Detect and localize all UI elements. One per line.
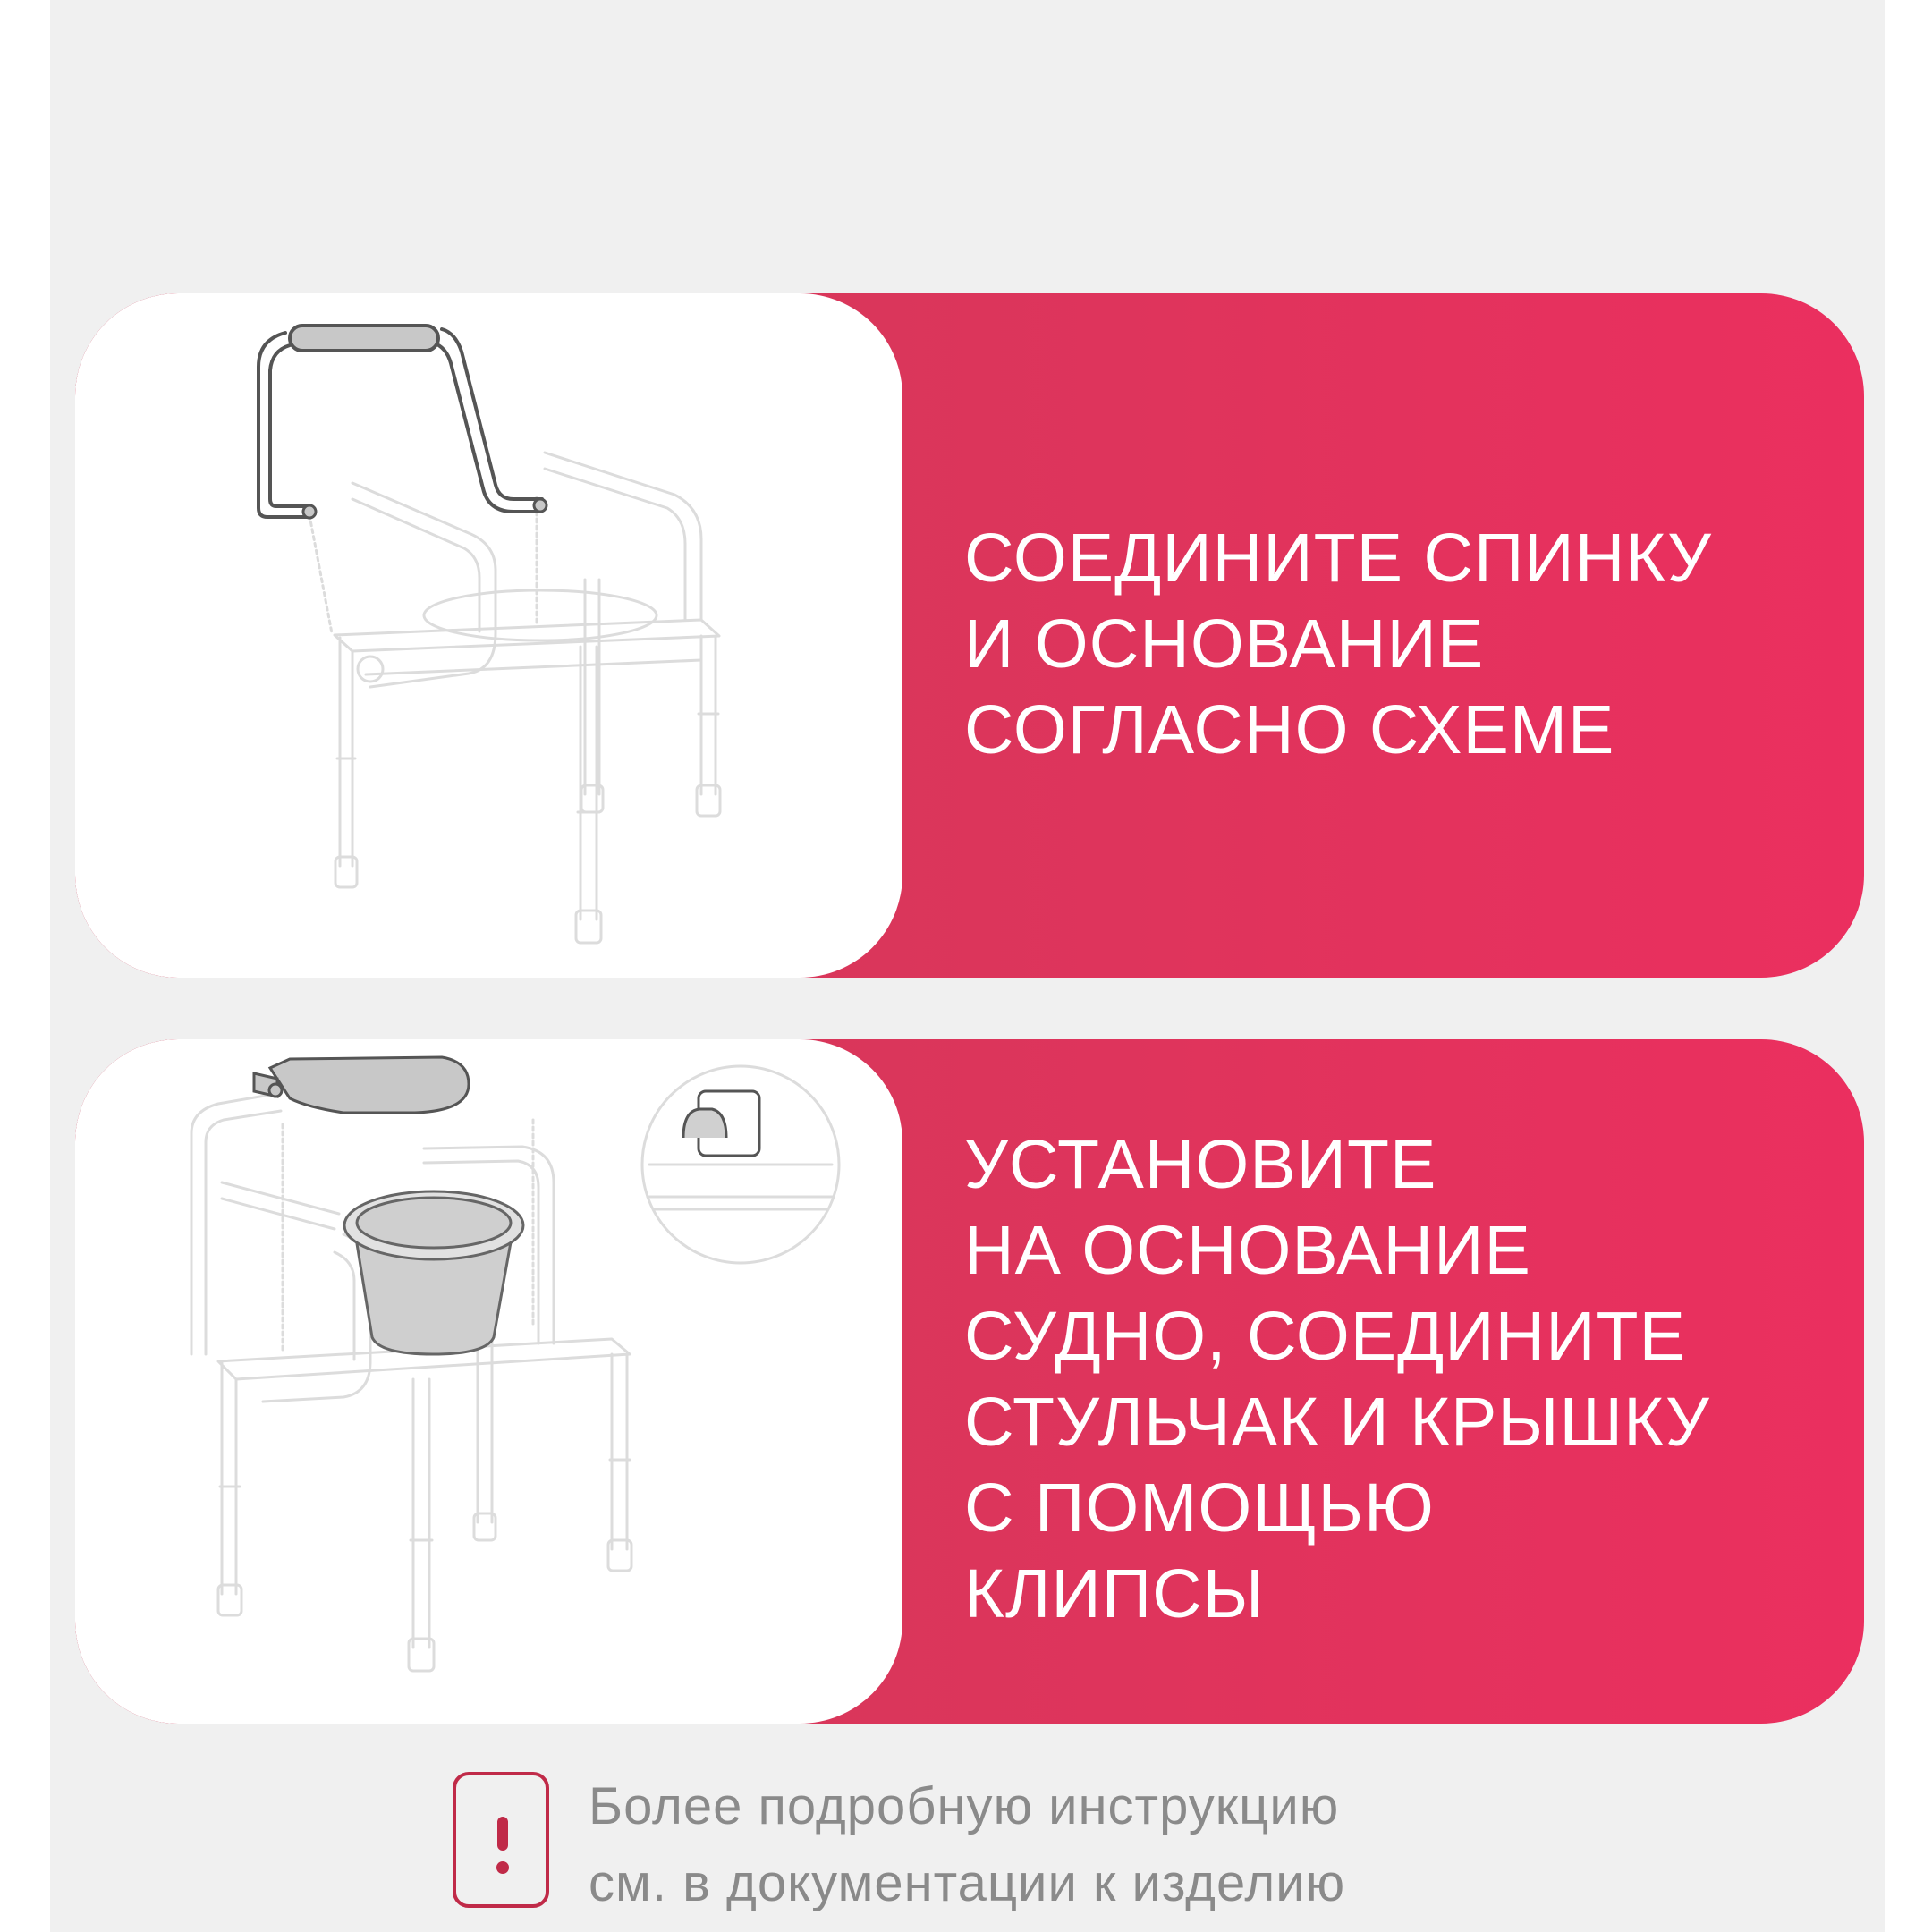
note-text [589,1768,1345,1922]
note-line: Более подробную инструкцию [589,1777,1340,1835]
step-1-instruction [964,515,1841,773]
step-card-2 [75,1039,1864,1724]
step-card-1 [75,293,1864,978]
step-1-line: И ОСНОВАНИЕ [964,606,1485,682]
step-2-instruction [964,1122,1841,1637]
step-2-line: С ПОМОЩЬЮ [964,1470,1435,1546]
chair-bucket-illustration [75,1039,902,1724]
illustration-panel-2 [75,1039,902,1724]
illustration-panel-1 [75,293,902,978]
documentation-note [453,1768,1526,1929]
note-line: см. в документации к изделию [589,1854,1346,1912]
exclamation-icon [453,1772,549,1908]
step-2-line: СТУЛЬЧАК И КРЫШКУ [964,1384,1710,1461]
step-2-line: КЛИПСЫ [964,1555,1265,1632]
chair-backrest-illustration [75,293,902,978]
step-2-line: НА ОСНОВАНИЕ [964,1212,1531,1289]
step-1-line: СОГЛАСНО СХЕМЕ [964,691,1615,768]
step-2-line: УСТАНОВИТЕ [964,1126,1437,1203]
step-1-line: СОЕДИНИТЕ СПИНКУ [964,520,1712,597]
step-2-line: СУДНО, СОЕДИНИТЕ [964,1298,1686,1375]
